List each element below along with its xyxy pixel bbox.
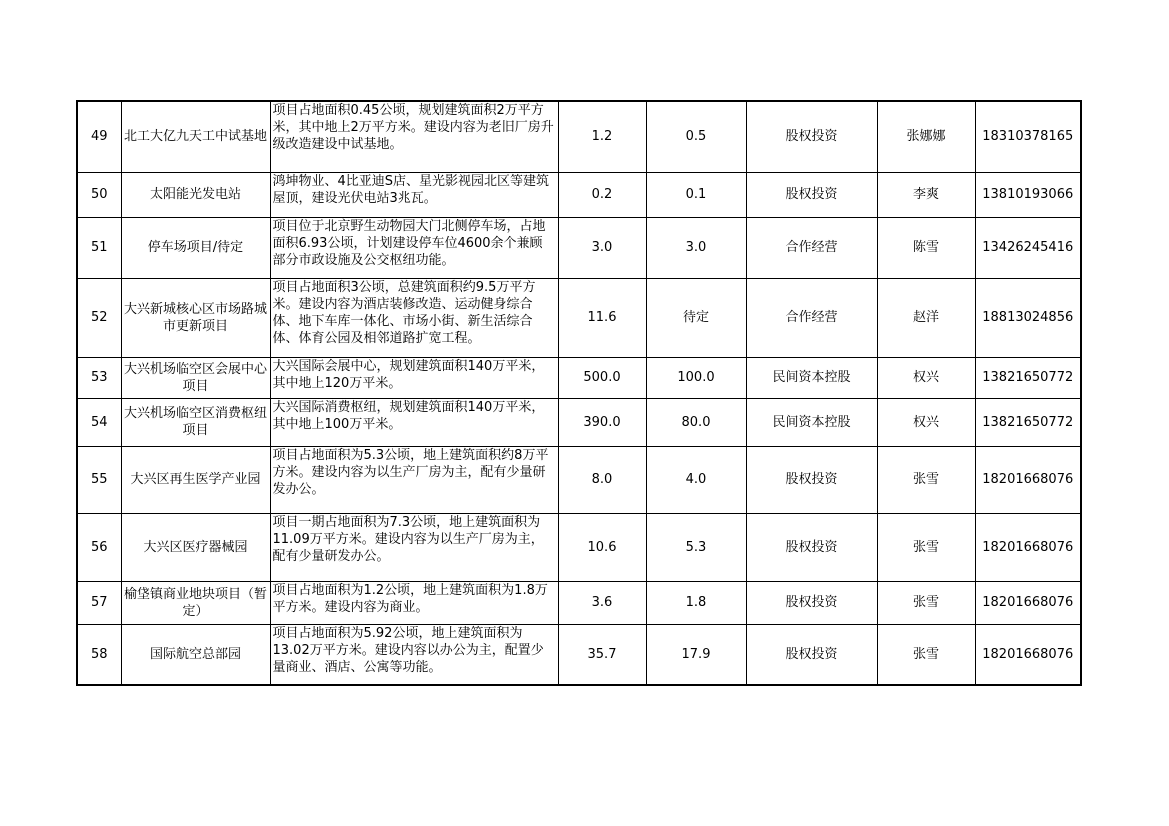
table-row [77, 446, 1081, 513]
total-investment: 35.7 [558, 624, 646, 685]
contact-phone: 13426245416 [975, 217, 1081, 278]
cooperation-mode: 股权投资 [746, 624, 877, 685]
contact-phone: 18201668076 [975, 581, 1081, 624]
social-investment: 3.0 [646, 217, 746, 278]
social-investment: 4.0 [646, 446, 746, 513]
row-number: 55 [77, 446, 121, 513]
project-name: 大兴机场临空区消费枢纽项目 [121, 398, 270, 446]
contact-person: 权兴 [877, 398, 975, 446]
cooperation-mode: 股权投资 [746, 581, 877, 624]
contact-person: 李爽 [877, 172, 975, 217]
project-description: 项目占地面积0.45公顷，规划建筑面积2万平方米，其中地上2万平方米。建设内容为老旧厂房升级改造建设中试基地。 [270, 101, 558, 172]
cooperation-mode: 合作经营 [746, 278, 877, 357]
social-investment: 80.0 [646, 398, 746, 446]
total-investment: 11.6 [558, 278, 646, 357]
row-number: 53 [77, 357, 121, 398]
project-name: 大兴区再生医学产业园 [121, 446, 270, 513]
project-description: 大兴国际消费枢纽，规划建筑面积140万平米，其中地上100万平米。 [270, 398, 558, 446]
social-investment: 100.0 [646, 357, 746, 398]
project-description: 项目一期占地面积为7.3公顷，地上建筑面积为11.09万平方米。建设内容为以生产厂房为主，配有少量研发办公。 [270, 513, 558, 581]
social-investment: 待定 [646, 278, 746, 357]
contact-person: 权兴 [877, 357, 975, 398]
cooperation-mode: 股权投资 [746, 513, 877, 581]
row-number: 57 [77, 581, 121, 624]
cooperation-mode: 合作经营 [746, 217, 877, 278]
contact-phone: 13821650772 [975, 357, 1081, 398]
cooperation-mode: 民间资本控股 [746, 357, 877, 398]
project-description: 鸿坤物业、4比亚迪S店、星光影视园北区等建筑屋顶，建设光伏电站3兆瓦。 [270, 172, 558, 217]
table-row [77, 101, 1081, 172]
project-name: 大兴新城核心区市场路城市更新项目 [121, 278, 270, 357]
social-investment: 0.5 [646, 101, 746, 172]
contact-person: 张雪 [877, 581, 975, 624]
project-name: 大兴区医疗器械园 [121, 513, 270, 581]
contact-person: 张雪 [877, 513, 975, 581]
project-name: 太阳能光发电站 [121, 172, 270, 217]
contact-phone: 18201668076 [975, 624, 1081, 685]
row-number: 54 [77, 398, 121, 446]
contact-person: 张雪 [877, 446, 975, 513]
row-number: 58 [77, 624, 121, 685]
total-investment: 500.0 [558, 357, 646, 398]
cooperation-mode: 股权投资 [746, 172, 877, 217]
row-number: 52 [77, 278, 121, 357]
contact-person: 张雪 [877, 624, 975, 685]
table-body [77, 101, 1081, 685]
contact-person: 陈雪 [877, 217, 975, 278]
total-investment: 0.2 [558, 172, 646, 217]
total-investment: 8.0 [558, 446, 646, 513]
project-description: 项目占地面积3公顷，总建筑面积约9.5万平方米。建设内容为酒店装修改造、运动健身综合体、地下车库一体化、市场小街、新生活综合体、体育公园及相邻道路扩宽工程。 [270, 278, 558, 357]
table-row [77, 357, 1081, 398]
social-investment: 17.9 [646, 624, 746, 685]
contact-phone: 18813024856 [975, 278, 1081, 357]
project-name: 国际航空总部园 [121, 624, 270, 685]
project-name: 停车场项目/待定 [121, 217, 270, 278]
table-row [77, 278, 1081, 357]
cooperation-mode: 股权投资 [746, 446, 877, 513]
row-number: 49 [77, 101, 121, 172]
project-table [76, 100, 1082, 686]
contact-phone: 18201668076 [975, 446, 1081, 513]
cooperation-mode: 股权投资 [746, 101, 877, 172]
project-description: 项目占地面积为5.3公顷，地上建筑面积约8万平方米。建设内容为以生产厂房为主，配有少量研发办公。 [270, 446, 558, 513]
row-number: 51 [77, 217, 121, 278]
social-investment: 5.3 [646, 513, 746, 581]
contact-phone: 13821650772 [975, 398, 1081, 446]
project-name: 榆垡镇商业地块项目（暂定） [121, 581, 270, 624]
total-investment: 10.6 [558, 513, 646, 581]
table-row [77, 624, 1081, 685]
contact-person: 赵洋 [877, 278, 975, 357]
social-investment: 0.1 [646, 172, 746, 217]
table-row [77, 581, 1081, 624]
project-name: 大兴机场临空区会展中心项目 [121, 357, 270, 398]
project-description: 项目占地面积为5.92公顷，地上建筑面积为13.02万平方米。建设内容以办公为主，配置少量商业、酒店、公寓等功能。 [270, 624, 558, 685]
project-name: 北工大亿九天工中试基地 [121, 101, 270, 172]
contact-person: 张娜娜 [877, 101, 975, 172]
cooperation-mode: 民间资本控股 [746, 398, 877, 446]
row-number: 50 [77, 172, 121, 217]
table-row [77, 172, 1081, 217]
contact-phone: 18310378165 [975, 101, 1081, 172]
total-investment: 390.0 [558, 398, 646, 446]
social-investment: 1.8 [646, 581, 746, 624]
table-row [77, 513, 1081, 581]
table-row [77, 398, 1081, 446]
project-description: 项目位于北京野生动物园大门北侧停车场，占地面积6.93公顷，计划建设停车位4600余个兼顾部分市政设施及公交枢纽功能。 [270, 217, 558, 278]
project-description: 大兴国际会展中心，规划建筑面积140万平米，其中地上120万平米。 [270, 357, 558, 398]
total-investment: 1.2 [558, 101, 646, 172]
contact-phone: 18201668076 [975, 513, 1081, 581]
project-description: 项目占地面积为1.2公顷，地上建筑面积为1.8万平方米。建设内容为商业。 [270, 581, 558, 624]
total-investment: 3.0 [558, 217, 646, 278]
contact-phone: 13810193066 [975, 172, 1081, 217]
table-row [77, 217, 1081, 278]
total-investment: 3.6 [558, 581, 646, 624]
row-number: 56 [77, 513, 121, 581]
